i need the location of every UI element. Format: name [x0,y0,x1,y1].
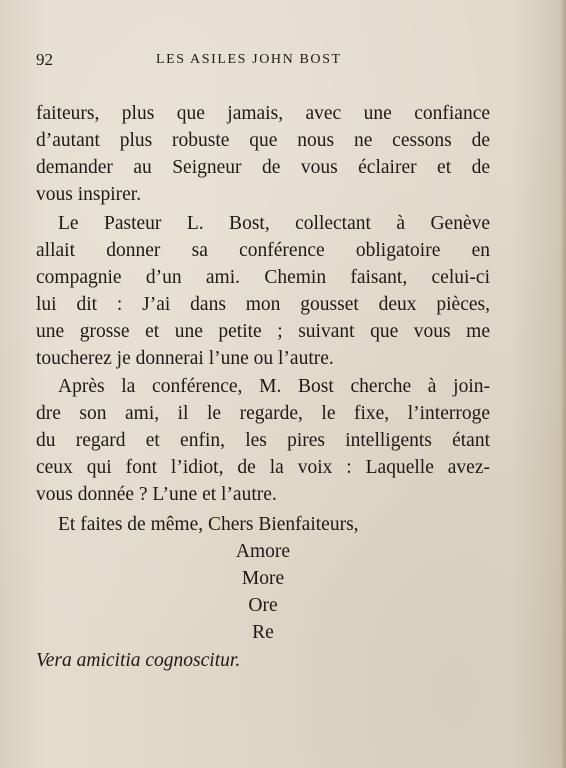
text-line: compagnie d’un ami. Chemin faisant, celui-ci [36,267,490,288]
text-line: du regard et enfin, les pires intelligents étant [36,430,490,451]
text-line: dre son ami, il le regarde, le fixe, l’interroge [36,403,490,424]
text-line: faiteurs, plus que jamais, avec une confiance [36,103,490,124]
text-line: d’autant plus robuste que nous ne cessons de [36,130,490,151]
closing-line: Et faites de même, Chers Bienfaiteurs, [58,514,359,535]
verse-line: More [241,568,285,589]
text-line: vous donnée ? L’une et l’autre. [36,484,277,505]
paragraph-first-line: Le Pasteur L. Bost, collectant à Genève [58,213,490,234]
verse-line: Re [252,622,274,643]
page-edge [560,0,566,768]
text-line: demander au Seigneur de vous éclairer et de [36,157,490,178]
text-line: allait donner sa conférence obligatoire en [36,240,490,261]
latin-motto: Vera amicitia cognoscitur. [36,650,241,671]
paragraph-first-line: Après la conférence, M. Bost cherche à join- [58,376,490,397]
text-line: lui dit : J’ai dans mon gousset deux pièces, [36,294,490,315]
running-head: LES ASILES JOHN BOST [156,52,342,67]
text-line: une grosse et une petite ; suivant que vous me [36,321,490,342]
page-number: 92 [36,50,53,69]
page-header [36,50,501,72]
verse-line: Ore [248,595,278,616]
verse-line: Amore [235,541,291,562]
text-line: toucherez je donnerai l’une ou l’autre. [36,348,334,369]
text-line: ceux qui font l’idiot, de la voix : Laquelle avez- [36,457,490,478]
text-line: vous inspirer. [36,184,142,205]
